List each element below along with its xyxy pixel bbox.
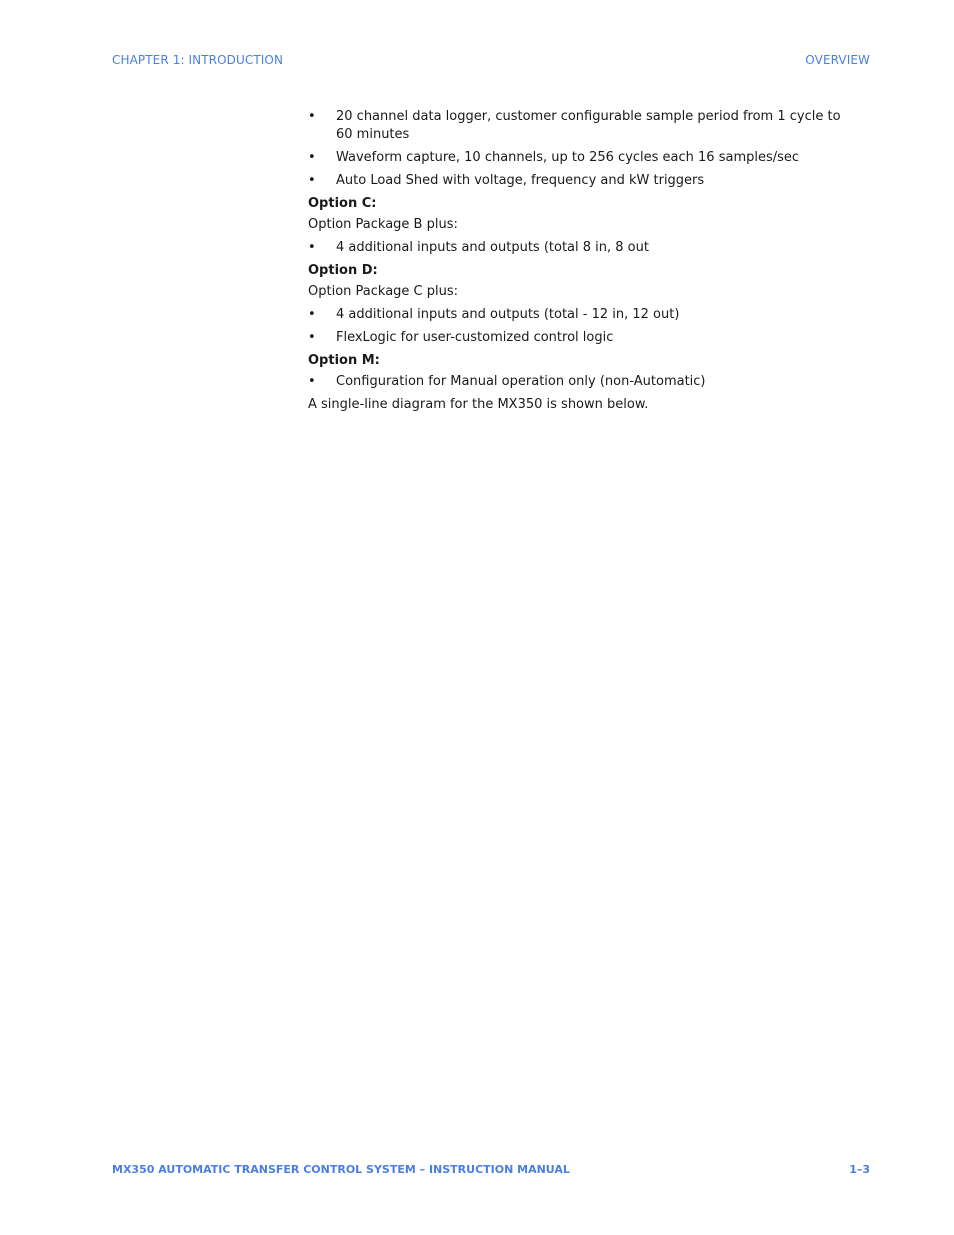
running-header <box>112 53 870 67</box>
manual-title: MX350 AUTOMATIC TRANSFER CONTROL SYSTEM – INSTRUCTION MANUAL <box>112 1163 570 1176</box>
list-item <box>308 108 848 144</box>
option-c-lead: Option Package B plus: <box>308 217 458 232</box>
list-item <box>308 306 848 324</box>
page-number: 1–3 <box>849 1163 870 1176</box>
chapter-title: CHAPTER 1: INTRODUCTION <box>112 53 284 67</box>
list-item-text: Waveform capture, 10 channels, up to 256 cycles each 16 samples/sec <box>336 150 800 165</box>
list-item-text: FlexLogic for user-customized control logic <box>336 330 614 345</box>
list-item-text: Auto Load Shed with voltage, frequency and kW triggers <box>336 173 705 188</box>
option-m-heading: Option M: <box>308 353 380 368</box>
page-body <box>308 108 848 419</box>
option-d-bullet-list <box>308 306 848 347</box>
option-d-lead: Option Package C plus: <box>308 284 459 299</box>
intro-bullet-list <box>308 108 848 190</box>
bullet-icon: • <box>308 240 316 255</box>
section-title: OVERVIEW <box>805 53 870 67</box>
bullet-icon: • <box>308 330 316 345</box>
option-c-bullet-list <box>308 239 848 257</box>
closing-paragraph: A single-line diagram for the MX350 is shown below. <box>308 397 649 412</box>
bullet-icon: • <box>308 150 316 165</box>
list-item <box>308 172 848 190</box>
list-item <box>308 239 848 257</box>
running-footer <box>112 1163 870 1176</box>
bullet-icon: • <box>308 173 316 188</box>
list-item <box>308 149 848 167</box>
list-item-text: Configuration for Manual operation only (non-Automatic) <box>336 374 706 389</box>
list-item-text: 4 additional inputs and outputs (total 8 in, 8 out <box>336 240 649 255</box>
list-item <box>308 329 848 347</box>
option-d-heading: Option D: <box>308 263 378 278</box>
list-item-text: 4 additional inputs and outputs (total - 12 in, 12 out) <box>336 307 680 322</box>
option-c-heading: Option C: <box>308 196 377 211</box>
list-item-text: 20 channel data logger, customer configurable sample period from 1 cycle to 60 minutes <box>336 109 841 142</box>
list-item <box>308 373 848 391</box>
bullet-icon: • <box>308 374 316 389</box>
option-m-bullet-list <box>308 373 848 391</box>
bullet-icon: • <box>308 109 316 124</box>
bullet-icon: • <box>308 307 316 322</box>
